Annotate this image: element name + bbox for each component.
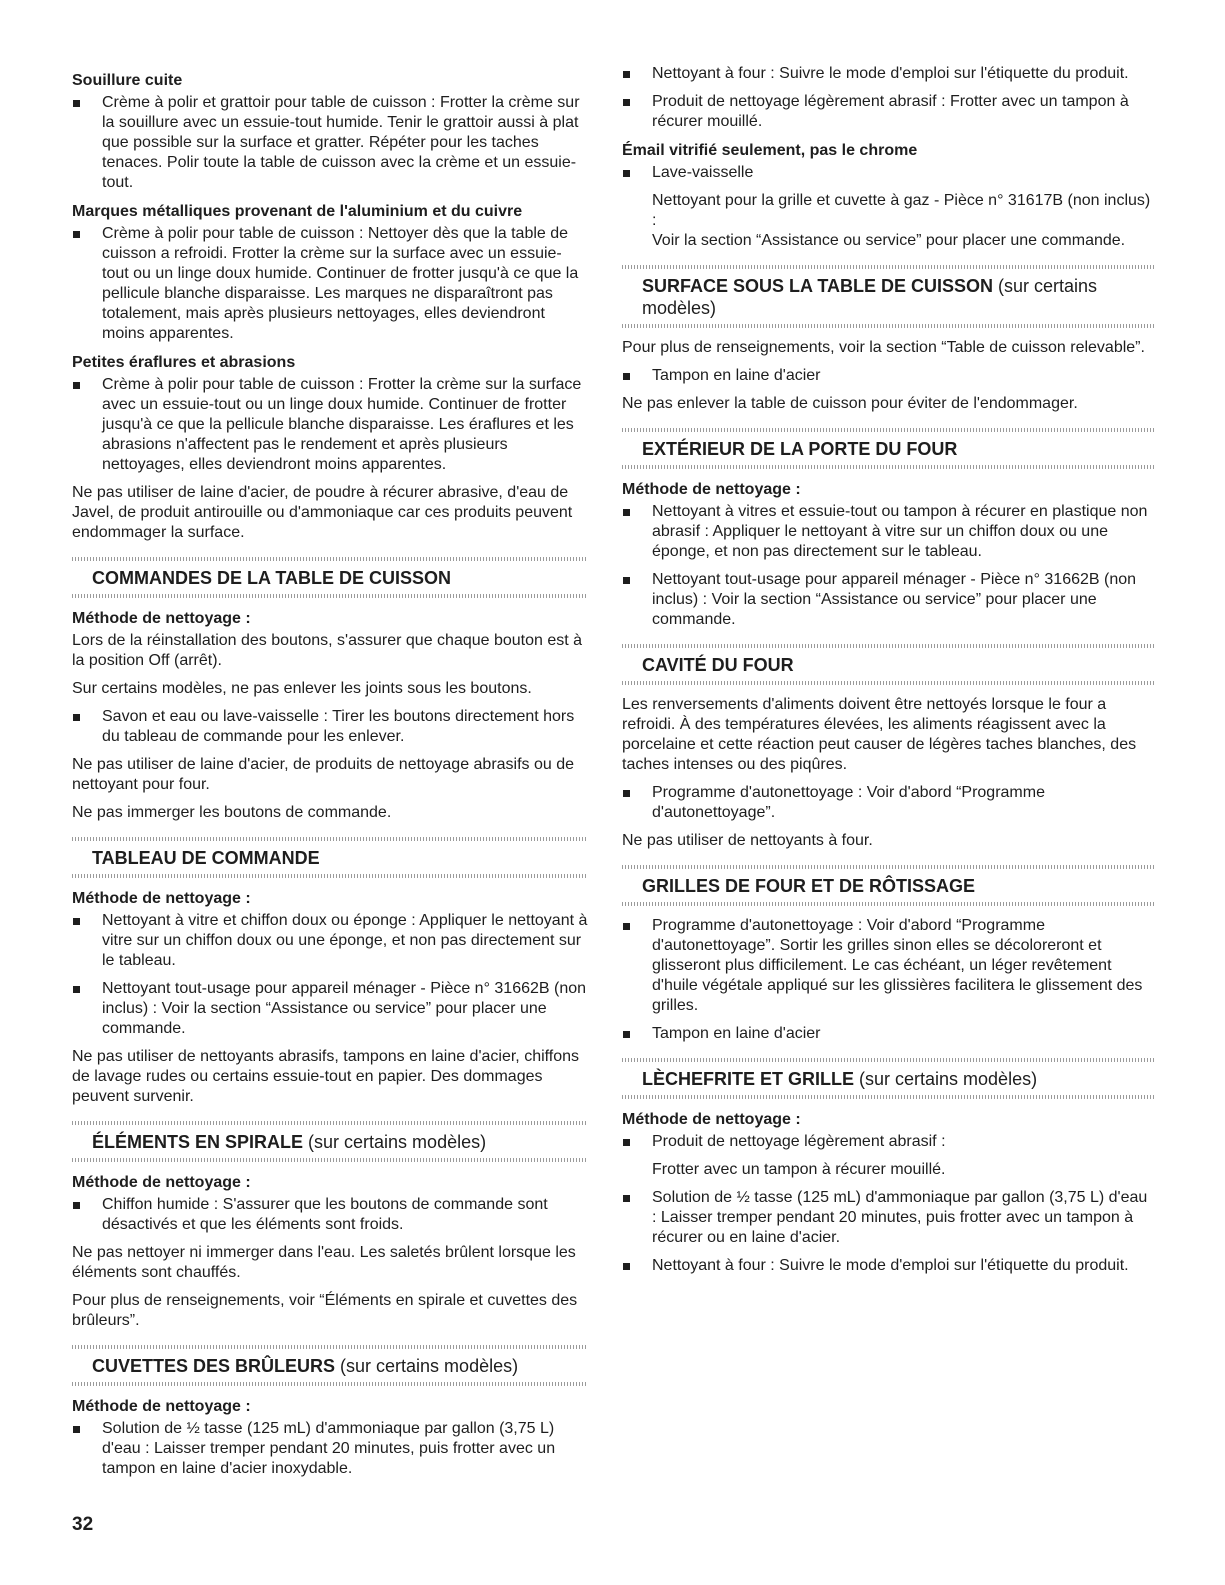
method-heading: Méthode de nettoyage : bbox=[72, 1174, 251, 1191]
paragraph: Ne pas utiliser de nettoyants à four. bbox=[622, 832, 873, 849]
section-header-surface bbox=[622, 265, 1154, 328]
bullet-item: Lave-vaisselle bbox=[622, 163, 1154, 183]
bullet-item: Chiffon humide : S'assurer que les boutons de commande sont désactivés et que les éléments sont froids. bbox=[72, 1195, 588, 1235]
bullet-item: Produit de nettoyage légèrement abrasif : Frotter avec un tampon à récurer mouillé. bbox=[622, 92, 1154, 132]
section-title: TABLEAU DE COMMANDE bbox=[92, 848, 320, 868]
subheading: Marques métalliques provenant de l'aluminium et du cuivre bbox=[72, 203, 523, 220]
bullet-item: Programme d'autonettoyage : Voir d'abord “Programme d'autonettoyage”. bbox=[622, 783, 1154, 823]
left-column bbox=[72, 64, 588, 1487]
subheading: Souillure cuite bbox=[72, 72, 183, 89]
hatch-divider bbox=[72, 874, 588, 878]
method-heading: Méthode de nettoyage : bbox=[622, 481, 801, 498]
bullet-item: Tampon en laine d'acier bbox=[622, 366, 1154, 386]
paragraph: Ne pas immerger les boutons de commande. bbox=[72, 804, 392, 821]
bullet-item: Savon et eau ou lave-vaisselle : Tirer les boutons directement hors du tableau de commande pour les enlever. bbox=[72, 707, 588, 747]
hatch-divider bbox=[72, 594, 588, 598]
section-header-elements bbox=[72, 1121, 588, 1162]
indented-text: Voir la section “Assistance ou service” pour placer une commande. bbox=[652, 232, 1126, 249]
method-heading: Méthode de nettoyage : bbox=[72, 890, 251, 907]
hatch-divider bbox=[622, 324, 1154, 328]
section-header-cuvettes bbox=[72, 1345, 588, 1386]
bullet-item: Solution de ½ tasse (125 mL) d'ammoniaque par gallon (3,75 L) d'eau : Laisser tremper pendant 20 minutes, puis frotter avec un tampon à récurer ou en laine d'acier. bbox=[622, 1188, 1154, 1248]
hatch-divider bbox=[622, 1095, 1154, 1099]
bullet-item: Crème à polir pour table de cuisson : Nettoyer dès que la table de cuisson a refroidi. Frotter la crème sur la surface avec un essuie-tout ou un linge doux humide. Continuer de frotter jusqu'à ce que la pellicule blanche disparaisse. Les marques ne disparaîtront pas totalement, mais après plusieurs nettoyages, elles deviendront moins apparentes. bbox=[72, 224, 588, 344]
hatch-divider bbox=[622, 465, 1154, 469]
bullet-item: Solution de ½ tasse (125 mL) d'ammoniaque par gallon (3,75 L) d'eau : Laisser tremper pendant 20 minutes, puis frotter avec un tampon en laine d'acier inoxydable. bbox=[72, 1419, 588, 1479]
subheading: Petites éraflures et abrasions bbox=[72, 354, 296, 371]
bullet-item: Tampon en laine d'acier bbox=[622, 1024, 1154, 1044]
bullet-item: Crème à polir pour table de cuisson : Frotter la crème sur la surface avec un essuie-tout ou un linge doux humide. Continuer de frotter jusqu'à ce que la pellicule blanche disparaisse. Les éraflures et les abrasions n'affectent pas le rendement et après plusieurs nettoyages, elles deviendront moins apparentes. bbox=[72, 375, 588, 475]
paragraph: Ne pas enlever la table de cuisson pour éviter de l'endommager. bbox=[622, 395, 1078, 412]
hatch-divider bbox=[72, 1382, 588, 1386]
bullet-item: Nettoyant tout-usage pour appareil ménager - Pièce n° 31662B (non inclus) : Voir la section “Assistance ou service” pour placer une commande. bbox=[622, 570, 1154, 630]
section-header-lechefrite bbox=[622, 1058, 1154, 1099]
section-title: LÈCHEFRITE ET GRILLE (sur certains modèles) bbox=[642, 1069, 1038, 1089]
paragraph: Ne pas nettoyer ni immerger dans l'eau. Les saletés brûlent lorsque les éléments sont chauffés. bbox=[72, 1244, 576, 1281]
method-heading: Méthode de nettoyage : bbox=[72, 610, 251, 627]
method-heading: Méthode de nettoyage : bbox=[622, 1111, 801, 1128]
hatch-divider bbox=[622, 902, 1154, 906]
section-header-grilles bbox=[622, 865, 1154, 906]
hatch-divider bbox=[622, 681, 1154, 685]
method-heading: Méthode de nettoyage : bbox=[72, 1398, 251, 1415]
section-header-tableau bbox=[72, 837, 588, 878]
right-column bbox=[622, 64, 1154, 1284]
bullet-item: Nettoyant à four : Suivre le mode d'emploi sur l'étiquette du produit. bbox=[622, 1256, 1154, 1276]
hatch-divider bbox=[72, 1158, 588, 1162]
section-title: ÉLÉMENTS EN SPIRALE (sur certains modèles) bbox=[92, 1132, 487, 1152]
section-title: EXTÉRIEUR DE LA PORTE DU FOUR bbox=[642, 439, 958, 459]
section-header-commandes bbox=[72, 557, 588, 598]
bullet-item: Nettoyant à vitre et chiffon doux ou éponge : Appliquer le nettoyant à vitre sur un chiffon doux ou une éponge, et non pas directement sur le tableau. bbox=[72, 911, 588, 971]
section-header-cavite bbox=[622, 644, 1154, 685]
paragraph: Pour plus de renseignements, voir la section “Table de cuisson relevable”. bbox=[622, 339, 1145, 356]
indented-text: Nettoyant pour la grille et cuvette à gaz - Pièce n° 31617B (non inclus) : bbox=[652, 192, 1151, 229]
paragraph: Sur certains modèles, ne pas enlever les joints sous les boutons. bbox=[72, 680, 532, 697]
paragraph: Les renversements d'aliments doivent être nettoyés lorsque le four a refroidi. À des températures élevées, les aliments réagissent avec la porcelaine et cette réaction peut causer de légères taches blanches, des taches intenses ou des piqûres. bbox=[622, 696, 1137, 773]
bullet-item: Produit de nettoyage légèrement abrasif : bbox=[622, 1132, 1154, 1152]
bullet-item: Nettoyant à vitres et essuie-tout ou tampon à récurer en plastique non abrasif : Appliquer le nettoyant à vitre sur un chiffon doux ou une éponge, et non pas directement sur le tableau. bbox=[622, 502, 1154, 562]
paragraph: Ne pas utiliser de laine d'acier, de poudre à récurer abrasive, d'eau de Javel, de produit antirouille ou d'ammoniaque car ces produits peuvent endommager la surface. bbox=[72, 484, 573, 541]
indented-text: Frotter avec un tampon à récurer mouillé. bbox=[652, 1161, 946, 1178]
section-title: CUVETTES DES BRÛLEURS (sur certains modèles) bbox=[92, 1356, 519, 1376]
section-title: SURFACE SOUS LA TABLE DE CUISSON (sur certains modèles) bbox=[642, 276, 1098, 318]
page-number: 32 bbox=[72, 1514, 94, 1535]
paragraph: Pour plus de renseignements, voir “Éléments en spirale et cuvettes des brûleurs”. bbox=[72, 1292, 578, 1329]
paragraph: Lors de la réinstallation des boutons, s'assurer que chaque bouton est à la position Off (arrêt). bbox=[72, 632, 583, 669]
paragraph: Ne pas utiliser de nettoyants abrasifs, tampons en laine d'acier, chiffons de lavage rudes ou certains essuie-tout en papier. Des dommages peuvent survenir. bbox=[72, 1048, 580, 1105]
bullet-item: Nettoyant tout-usage pour appareil ménager - Pièce n° 31662B (non inclus) : Voir la section “Assistance ou service” pour placer une commande. bbox=[72, 979, 588, 1039]
bullet-item: Crème à polir et grattoir pour table de cuisson : Frotter la crème sur la souillure avec un essuie-tout humide. Tenir le grattoir aussi à plat que possible sur la surface et gratter. Répéter pour les taches tenaces. Polir toute la table de cuisson avec la crème et un essuie-tout. bbox=[72, 93, 588, 193]
bullet-item: Nettoyant à four : Suivre le mode d'emploi sur l'étiquette du produit. bbox=[622, 64, 1154, 84]
section-title: CAVITÉ DU FOUR bbox=[642, 655, 794, 675]
section-title: COMMANDES DE LA TABLE DE CUISSON bbox=[92, 568, 452, 588]
bullet-item: Programme d'autonettoyage : Voir d'abord “Programme d'autonettoyage”. Sortir les grilles sinon elles se décoloreront et glisseront plus difficilement. Le cas échéant, un léger revêtement d'huile végétale appliqué sur les glissières facilitera le glissement des grilles. bbox=[622, 916, 1154, 1016]
paragraph: Ne pas utiliser de laine d'acier, de produits de nettoyage abrasifs ou de nettoyant pour four. bbox=[72, 756, 575, 793]
section-title: GRILLES DE FOUR ET DE RÔTISSAGE bbox=[642, 876, 976, 896]
subheading: Émail vitrifié seulement, pas le chrome bbox=[622, 142, 918, 159]
section-header-exterieur bbox=[622, 428, 1154, 469]
